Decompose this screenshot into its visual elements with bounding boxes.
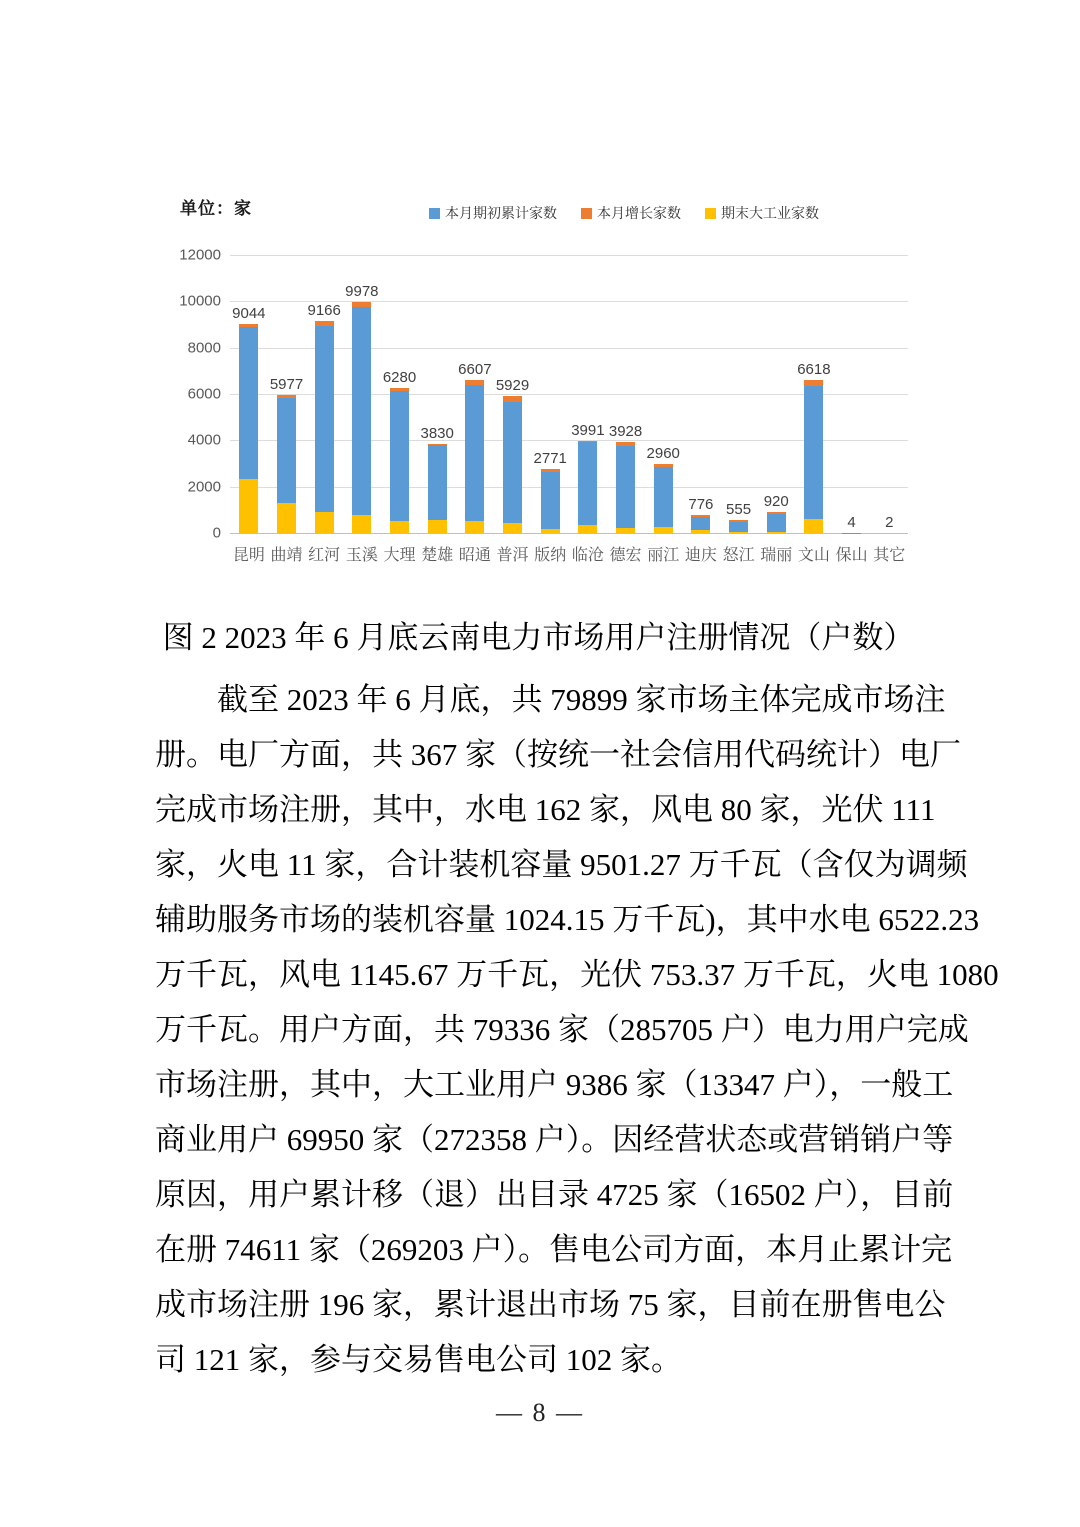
registration-bar-chart [178, 190, 910, 565]
category-label-楚雄: 楚雄 [421, 547, 454, 564]
body-paragraph [155, 672, 999, 1387]
category-label-德宏: 德宏 [609, 547, 642, 564]
bar-德宏 [607, 255, 645, 533]
segment-cumulative [277, 398, 296, 502]
segment-large-industry [729, 532, 748, 533]
segment-cumulative [541, 472, 560, 529]
legend-item-monthly-growth [581, 203, 681, 223]
category-label-玉溪: 玉溪 [345, 547, 378, 564]
chart-unit-label: 单位：家 [180, 199, 252, 218]
y-axis-tick: 2000 [187, 478, 221, 496]
chart-category-axis [230, 542, 908, 565]
segment-large-industry [578, 525, 597, 533]
bar-保山 [833, 255, 871, 533]
bar-迪庆 [682, 255, 720, 533]
body-line: 册。电厂方面，共 367 家（按统一社会信用代码统计）电厂 [155, 737, 961, 772]
segment-cumulative [654, 467, 673, 526]
category-label-怒江: 怒江 [722, 547, 755, 564]
segment-large-industry [654, 527, 673, 533]
segment-cumulative [804, 386, 823, 519]
segment-large-industry [804, 519, 823, 533]
bar-临沧 [569, 255, 607, 533]
segment-cumulative [616, 446, 635, 528]
bar-value-label: 6607 [458, 360, 492, 378]
body-line: 市场注册，其中，大工业用户 9386 家（13347 户），一般工 [155, 1067, 954, 1102]
category-label-迪庆: 迪庆 [684, 547, 717, 564]
body-line: 万千瓦，风电 1145.67 万千瓦，光伏 753.37 万千瓦，火电 1080 [155, 957, 999, 992]
body-line: 成市场注册 196 家，累计退出市场 75 家，目前在册售电公 [155, 1287, 946, 1322]
legend-swatch-orange [581, 208, 592, 219]
bar-value-label: 555 [726, 501, 752, 519]
body-line: 商业用户 69950 家（272358 户）。因经营状态或营销销户等 [155, 1122, 954, 1157]
bar-value-label: 6280 [382, 368, 417, 386]
figure-caption: 图 2 2023 年 6 月底云南电力市场用户注册情况（户数） [162, 620, 915, 655]
segment-large-industry [239, 479, 258, 533]
segment-cumulative [315, 326, 334, 513]
bar-其它 [870, 255, 908, 533]
segment-cumulative [390, 391, 409, 521]
bar-楚雄 [418, 255, 456, 533]
y-axis-tick: 8000 [187, 339, 221, 357]
body-line: 司 121 家，参与交易售电公司 102 家。 [155, 1342, 682, 1377]
bar-怒江 [720, 255, 758, 533]
y-axis-tick: 0 [212, 524, 221, 542]
bar-普洱 [494, 255, 532, 533]
category-label-版纳: 版纳 [534, 547, 567, 564]
page-number: — 8 — [496, 1398, 584, 1427]
legend-item-initial-cumulative [429, 203, 557, 223]
legend-item-large-industry [705, 203, 819, 223]
category-label-临沧: 临沧 [571, 547, 604, 564]
category-label-昆明: 昆明 [232, 547, 265, 564]
legend-label: 本月增长家数 [597, 205, 681, 221]
segment-cumulative [729, 522, 748, 532]
bar-value-label: 4 [847, 513, 856, 531]
chart-legend [338, 203, 910, 223]
segment-large-industry [390, 521, 409, 533]
y-axis-tick: 10000 [179, 292, 221, 310]
category-label-瑞丽: 瑞丽 [760, 547, 793, 564]
bar-丽江 [644, 255, 682, 533]
bar-value-label: 2960 [646, 445, 680, 463]
category-label-昭通: 昭通 [458, 547, 491, 564]
segment-cumulative [767, 514, 786, 532]
segment-large-industry [465, 521, 484, 533]
body-line: 万千瓦。用户方面，共 79336 家（285705 户）电力用户完成 [155, 1012, 969, 1047]
segment-large-industry [428, 520, 447, 533]
bar-文山 [795, 255, 833, 533]
segment-cumulative [352, 307, 371, 515]
category-label-其它: 其它 [873, 547, 906, 564]
bar-瑞丽 [757, 255, 795, 533]
legend-label: 本月期初累计家数 [445, 205, 557, 221]
segment-cumulative [578, 442, 597, 524]
bar-曲靖 [268, 255, 306, 533]
category-label-大理: 大理 [383, 547, 416, 564]
segment-cumulative [503, 402, 522, 523]
bar-value-label: 5977 [269, 375, 304, 393]
category-label-文山: 文山 [797, 547, 830, 564]
bar-版纳 [531, 255, 569, 533]
category-label-丽江: 丽江 [647, 547, 680, 564]
segment-large-industry [616, 528, 635, 533]
segment-cumulative [239, 327, 258, 478]
bar-value-label: 2 [885, 514, 894, 531]
bar-value-label: 3830 [420, 425, 454, 443]
segment-cumulative [465, 385, 484, 521]
y-axis-tick: 12000 [179, 246, 221, 264]
body-line: 截至 2023 年 6 月底，共 79899 家市场主体完成市场注 [217, 682, 946, 717]
segment-cumulative [428, 445, 447, 520]
segment-large-industry [691, 530, 710, 533]
y-axis-tick: 4000 [187, 431, 221, 449]
chart-plot [179, 246, 908, 542]
y-axis-tick: 6000 [187, 385, 221, 403]
category-label-普洱: 普洱 [496, 547, 529, 564]
legend-swatch-yellow [705, 208, 716, 219]
bar-value-label: 2771 [533, 449, 567, 467]
gridline-0 [230, 533, 908, 534]
body-line: 家，火电 11 家，合计装机容量 9501.27 万千瓦（含仅为调频 [155, 847, 968, 882]
legend-swatch-blue [429, 208, 440, 219]
category-label-红河: 红河 [308, 547, 341, 564]
bar-昆明 [230, 255, 268, 533]
chart-header [178, 190, 910, 255]
bar-玉溪 [343, 255, 381, 533]
body-line: 辅助服务市场的装机容量 1024.15 万千瓦)，其中水电 6522.23 [155, 902, 980, 937]
segment-cumulative [691, 517, 710, 531]
category-label-保山: 保山 [835, 547, 868, 564]
segment-large-industry [541, 529, 560, 533]
body-line: 完成市场注册，其中，水电 162 家，风电 80 家，光伏 111 [155, 792, 936, 827]
segment-large-industry [315, 512, 334, 533]
segment-large-industry [503, 523, 522, 533]
bar-value-label: 3928 [608, 423, 643, 441]
category-label-曲靖: 曲靖 [270, 547, 303, 564]
segment-large-industry [277, 503, 296, 533]
bar-value-label: 5929 [495, 376, 530, 394]
bar-value-label: 776 [688, 496, 714, 514]
bar-value-label: 6618 [797, 360, 831, 378]
body-line: 原因，用户累计移（退）出目录 4725 家（16502 户），目前 [155, 1177, 954, 1212]
bar-大理 [381, 255, 419, 533]
bar-红河 [305, 255, 343, 533]
bars-area [230, 255, 908, 533]
bar-value-label: 9978 [345, 282, 379, 300]
bar-value-label: 9044 [232, 304, 266, 322]
bar-value-label: 920 [763, 492, 789, 510]
bar-value-label: 3991 [571, 421, 605, 439]
legend-label: 期末大工业家数 [721, 205, 819, 221]
body-line: 在册 74611 家（269203 户）。售电公司方面，本月止累计完 [155, 1232, 953, 1267]
segment-large-industry [767, 532, 786, 533]
bar-value-label: 9166 [307, 301, 341, 319]
bar-昭通 [456, 255, 494, 533]
segment-large-industry [352, 515, 371, 533]
